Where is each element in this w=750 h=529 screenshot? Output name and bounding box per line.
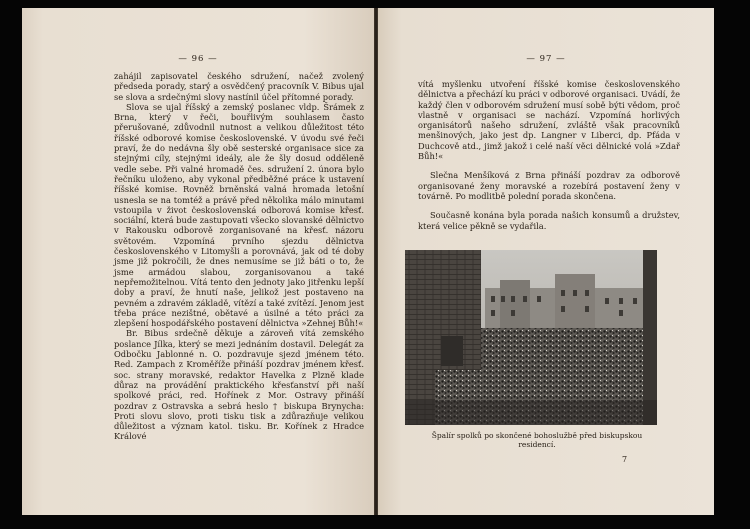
page-number-right: — 97 — [526, 54, 566, 64]
right-page [378, 8, 714, 515]
left-paragraph-2: Slova se ujal říšský a zemský poslanec vldp. Šrámek z Brna, který v řeči, bouřlivým souhlasem často přerušované, zdůvodnil nutnost a velikou důležitost této říšské odborové komise československé. V úvodu své řeči praví, že do nedávna šly obě sesterské organisace sice za stejnými cíly, stejnými ideály, ale že šly dosud odděleně vedle sebe. Při valné hromadě čes. sdružení 2. února bylo řečníku uloženo, aby vykonal předběžné práce k ustavení říšské komise. Rovněž brněnská valná hromada letošní usnesla se na tomtéž a právě před několika málo minutami vstoupila v život československá odborová komise křesť. sociální, která bude zastupovati všecko slovanské dělnictvo v Rakousku odborově zorganisované na křesť. názoru světovém. Vzpomíná prvního sjezdu dělnictva československého v Litomyšli a porovnává, jak od té doby jsme již pokročili, že dnes nemusíme se již báti o to, že jsme armádou slabou, zorganisovanou a také nepřemožitelnou. Vítá tento den jednoty jako jitřenku lepší doby a praví, že hnutí naše, jelikož jest postaveno na pevném a zdravém základě, vítězí a také zvítězí. Jenom jest třeba práce nezištné, obětavé a úsilné a této práci za zlepšení hospodářského postavení dělnictva »Zehnej Bůh!« [114, 101, 364, 329]
left-page-text [114, 71, 364, 442]
right-paragraph-1: vítá myšlenku utvoření říšské komise československého dělnictva a přechází ku práci v odborové organisaci. Uvádí, že každý člen v odborovém sdružení musí sobě býti vědom, proč vlastně v organisaci se nachází. Vzpomíná horlivých organisátorů našeho sdružení, zvláště však pracovníků menšinových, jako jest dp. Langner v Liberci, dp. Pfáda v Duchcově atd., jimž jakož i celé naší věci dělnické volá »Zdař Bůh!« [418, 79, 680, 162]
crowd-photo [405, 250, 657, 425]
left-paragraph-3: Br. Bibus srdečně děkuje a zároveň vítá zemského poslance Jílka, který se mezi jednáním dostavil. Delegát za Odbočku Jablonné n. O. pozdravuje sjezd jménem této. Red. Zampach z Kroměříže přináší pozdrav jménem křesť. soc. strany moravské, redaktor Havelka z Plzně klade důraz na provádění praktického křesťanství při naší spolkové práci, red. Hořínek z Mor. Ostravy přináší pozdrav z Ostravska a sebrá heslo † biskupa Brynycha: Proti slovu slovo, proti tisku tisk a zdůrazňuje velikou důležitost a význam katol. tisku. Br. Kořínek z Hradce Králové [114, 328, 364, 442]
left-page [22, 8, 374, 515]
right-paragraph-2: Slečna Menšíková z Brna přináší pozdrav za odborově organisované ženy moravské a rozebírá postavení ženy v továrně. Po modlitbě polední porada skončena. [418, 170, 680, 201]
page-number-left: — 96 — [178, 54, 218, 64]
left-paragraph-1: zahájil zapisovatel českého sdružení, načež zvolený předseda porady, starý a osvědčený pracovník V. Bibus ujal se slova a srdečnými slovy nastínil účel přítomné porady. [114, 71, 364, 102]
photo-caption: Špalír spolků po skončené bohoslužbě před biskupskou residencí. [431, 431, 643, 449]
right-page-text [418, 79, 680, 231]
right-paragraph-3: Současně konána byla porada našich konsumů a družstev, která velice pěkně se vydařila. [418, 210, 680, 231]
signature-mark: 7 [622, 455, 628, 464]
